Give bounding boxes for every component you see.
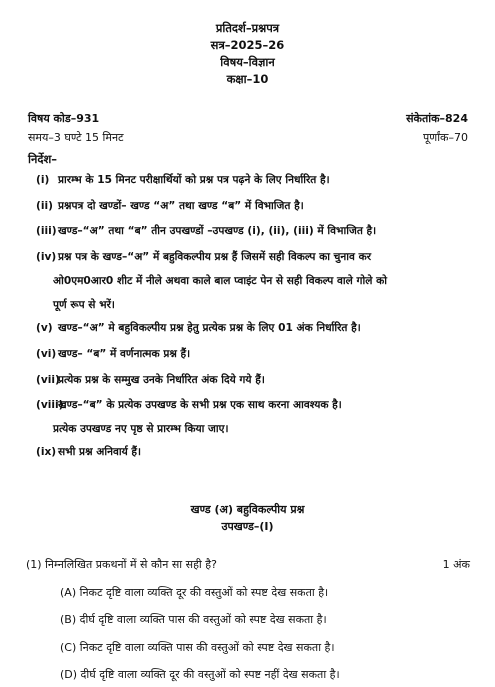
instruction-number: (vi) [36,348,57,360]
instruction-text: प्रारम्भ के 15 मिनट परीक्षार्थियों को प्रश्न पत्र पढ़ने के लिए निर्धारित है। [58,174,330,186]
instruction-number: (iii) [36,225,57,237]
instruction-text: प्रत्येक प्रश्न के सम्मुख उनके निर्धारित अंक दिये गये हैं। [58,374,265,386]
instruction-item [36,245,466,317]
instruction-item [36,219,466,243]
subject: विषय–विज्ञान [220,55,275,69]
instruction-text-continued: प्रत्येक उपखण्ड नए पृष्ठ से प्रारम्भ किया जाए। [53,423,229,435]
instruction-text: खण्ड– “ब” में वर्णनात्मक प्रश्न हैं। [58,348,191,360]
instruction-text: खण्ड–“अ” मे बहुविकल्पीय प्रश्न हेतु प्रत्येक प्रश्न के लिए 01 अंक निर्धारित है। [58,322,361,334]
instruction-number: (ii) [36,200,53,212]
instruction-text: खण्ड–“अ” तथा “ब” तीन उपखण्डों –उपखण्ड (i), (ii), (iii) में विभाजित है। [58,225,377,237]
code-number: संकेतांक–824 [406,112,468,125]
instruction-number: (i) [36,174,50,186]
instruction-text: प्रश्न पत्र के खण्ड–“अ” में बहुविकल्पीय प्रश्न हैं जिसमें सही विकल्प का चुनाव कर [58,251,372,263]
question-1 [26,557,470,572]
instruction-item [36,393,466,441]
instruction-item [36,194,466,218]
instruction-item [36,440,466,464]
option-c: (C) निकट दृष्टि वाला व्यक्ति पास की वस्तुओं को स्पष्ट देख सकता है। [60,641,335,654]
instruction-number: (iv) [36,251,57,263]
subsection-title: उपखण्ड–(I) [221,520,274,533]
instruction-text: सभी प्रश्न अनिवार्य हैं। [58,446,142,458]
instruction-item [36,368,466,392]
instruction-number: (ix) [36,446,57,458]
option-b: (B) दीर्घ दृष्टि वाला व्यक्ति पास की वस्तुओं को स्पष्ट देख सकता है। [60,613,327,626]
instruction-text-continued: ओ0एम0आर0 शीट में नीले अथवा काले बाल प्वाइंट पेन से सही विकल्प वाले गोले को [53,275,387,287]
instruction-text: खण्ड–“ब” के प्रत्येक उपखण्ड के सभी प्रश्न एक साथ करना आवश्यक है। [58,399,342,411]
option-d: (D) दीर्घ दृष्टि वाला व्यक्ति दूर की वस्तुओं को स्पष्ट नहीं देख सकता है। [60,668,340,681]
option-a: (A) निकट दृष्टि वाला व्यक्ति दूर की वस्तुओं को स्पष्ट देख सकता है। [60,586,329,599]
instruction-item [36,168,466,192]
instruction-number: (vii) [36,374,60,386]
class: कक्षा–10 [226,72,269,86]
instructions-title: निर्देश– [28,152,58,166]
instruction-text-continued: पूर्ण रूप से भरें। [53,299,115,311]
max-marks: पूर्णांक–70 [423,131,468,144]
session: सत्र–2025–26 [210,38,285,52]
section-title: खण्ड (अ) बहुविकल्पीय प्रश्न [190,503,305,516]
instruction-item [36,342,466,366]
time-allowed: समय–3 घण्टे 15 मिनट [28,131,124,144]
question-marks: 1 अंक [442,558,470,571]
instruction-text: प्रश्नपत्र दो खण्डों– खण्ड “अ” तथा खण्ड “ब” में विभाजित है। [58,200,304,212]
instruction-number: (viii) [36,399,64,411]
question-text: (1) निम्नलिखित प्रकथनों में से कौन सा सही है? [26,558,217,571]
paper-header [0,20,495,88]
instruction-number: (v) [36,322,53,334]
subject-code: विषय कोड–931 [28,112,100,125]
paper-type: प्रतिदर्श–प्रश्नपत्र [215,21,280,35]
instruction-item [36,316,466,340]
